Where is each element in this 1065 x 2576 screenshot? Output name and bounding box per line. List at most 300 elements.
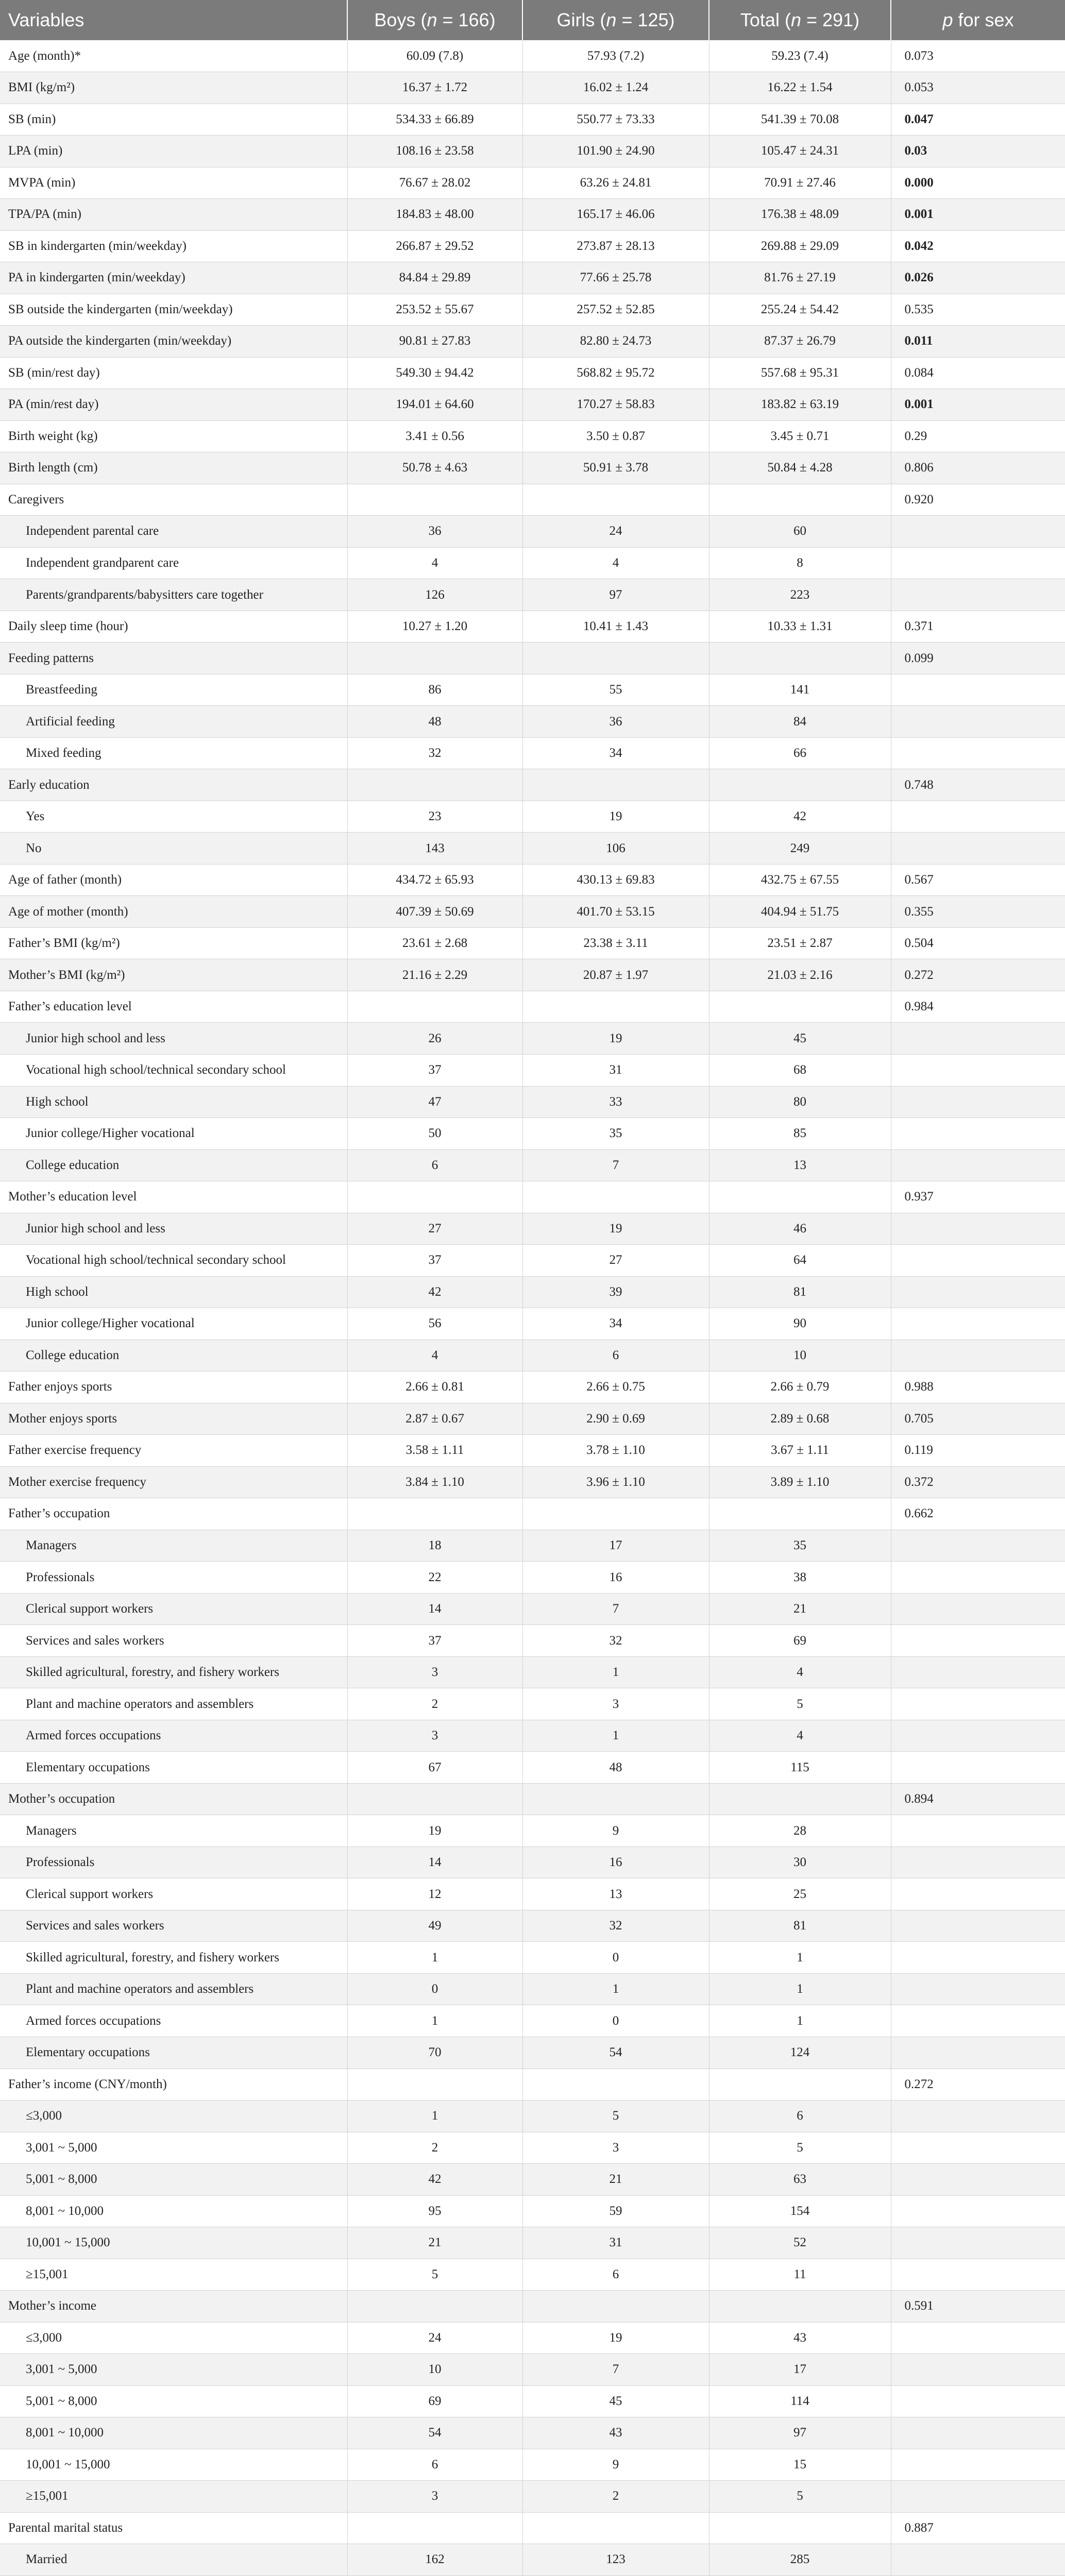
cell-p-value xyxy=(891,547,1065,579)
cell-p-value xyxy=(891,1530,1065,1562)
cell-boys: 3.84 ± 1.10 xyxy=(347,1466,522,1498)
cell-boys: 37 xyxy=(347,1245,522,1277)
cell-total: 25 xyxy=(709,1878,891,1910)
cell-girls: 123 xyxy=(522,2544,709,2576)
cell-p-value xyxy=(891,1752,1065,1784)
cell-boys: 23 xyxy=(347,801,522,833)
cell-total xyxy=(709,2069,891,2100)
header-girls-prefix: Girls ( xyxy=(556,9,606,30)
cell-boys: 42 xyxy=(347,2164,522,2196)
table-row xyxy=(0,1245,1065,1277)
cell-variable: Mother enjoys sports xyxy=(0,1403,347,1435)
cell-total: 97 xyxy=(709,2417,891,2449)
cell-total: 2.89 ± 0.68 xyxy=(709,1403,891,1435)
cell-boys: 3.58 ± 1.11 xyxy=(347,1435,522,1467)
table-row xyxy=(0,135,1065,167)
cell-p-value xyxy=(891,1055,1065,1087)
table-row xyxy=(0,1942,1065,1974)
cell-p-value: 0.748 xyxy=(891,769,1065,801)
cell-boys: 4 xyxy=(347,547,522,579)
cell-variable: High school xyxy=(0,1276,347,1308)
cell-boys: 76.67 ± 28.02 xyxy=(347,167,522,199)
table-row xyxy=(0,294,1065,326)
cell-girls: 19 xyxy=(522,1213,709,1245)
cell-variable: BMI (kg/m²) xyxy=(0,72,347,104)
cell-girls: 34 xyxy=(522,737,709,769)
cell-p-value xyxy=(891,579,1065,611)
cell-p-value: 0.272 xyxy=(891,959,1065,991)
cell-boys: 10 xyxy=(347,2354,522,2386)
cell-girls: 7 xyxy=(522,1593,709,1625)
cell-total xyxy=(709,769,891,801)
cell-p-value: 0.355 xyxy=(891,896,1065,928)
cell-variable: 3,001 ~ 5,000 xyxy=(0,2132,347,2164)
cell-girls: 16 xyxy=(522,1562,709,1594)
cell-total: 223 xyxy=(709,579,891,611)
cell-p-value xyxy=(891,2449,1065,2481)
cell-variable: Independent grandparent care xyxy=(0,547,347,579)
cell-total: 105.47 ± 24.31 xyxy=(709,135,891,167)
cell-total: 10.33 ± 1.31 xyxy=(709,611,891,642)
table-row xyxy=(0,1118,1065,1150)
cell-p-value xyxy=(891,1593,1065,1625)
cell-p-value xyxy=(891,2481,1065,2513)
cell-p-value xyxy=(891,1973,1065,2005)
cell-variable: Father’s education level xyxy=(0,991,347,1023)
cell-boys: 23.61 ± 2.68 xyxy=(347,927,522,959)
header-p-symbol: p xyxy=(942,9,953,30)
cell-total: 115 xyxy=(709,1752,891,1784)
table-row xyxy=(0,2481,1065,2513)
cell-variable: Father’s BMI (kg/m²) xyxy=(0,927,347,959)
cell-boys: 42 xyxy=(347,1276,522,1308)
cell-total: 80 xyxy=(709,1086,891,1118)
cell-variable: Mother’s occupation xyxy=(0,1783,347,1815)
cell-girls: 24 xyxy=(522,516,709,548)
cell-total: 35 xyxy=(709,1530,891,1562)
cell-girls: 43 xyxy=(522,2417,709,2449)
cell-total xyxy=(709,1498,891,1530)
cell-total: 17 xyxy=(709,2354,891,2386)
cell-boys: 6 xyxy=(347,1149,522,1181)
cell-p-value xyxy=(891,1118,1065,1150)
cell-boys xyxy=(347,1783,522,1815)
cell-variable: No xyxy=(0,833,347,865)
header-boys-n: n xyxy=(427,9,437,30)
cell-total: 30 xyxy=(709,1846,891,1878)
header-girls-suffix: = 125) xyxy=(616,9,675,30)
cell-variable: Vocational high school/technical secondary school xyxy=(0,1245,347,1277)
cell-variable: PA in kindergarten (min/weekday) xyxy=(0,262,347,294)
cell-boys: 2 xyxy=(347,2132,522,2164)
cell-girls: 7 xyxy=(522,1149,709,1181)
cell-boys: 6 xyxy=(347,2449,522,2481)
cell-boys: 26 xyxy=(347,1023,522,1055)
table-row xyxy=(0,1530,1065,1562)
cell-variable: MVPA (min) xyxy=(0,167,347,199)
cell-girls: 3.78 ± 1.10 xyxy=(522,1435,709,1467)
cell-boys: 2 xyxy=(347,1688,522,1720)
cell-p-value xyxy=(891,2544,1065,2576)
cell-boys: 54 xyxy=(347,2417,522,2449)
table-header xyxy=(0,0,1065,40)
cell-girls: 2.90 ± 0.69 xyxy=(522,1403,709,1435)
cell-total: 43 xyxy=(709,2322,891,2354)
cell-p-value xyxy=(891,2195,1065,2227)
cell-girls: 165.17 ± 46.06 xyxy=(522,199,709,231)
cell-total: 557.68 ± 95.31 xyxy=(709,357,891,389)
cell-p-value xyxy=(891,1720,1065,1752)
table-row xyxy=(0,1149,1065,1181)
cell-total: 21 xyxy=(709,1593,891,1625)
table-row xyxy=(0,737,1065,769)
cell-variable: Mother’s income xyxy=(0,2291,347,2323)
cell-total: 64 xyxy=(709,1245,891,1277)
table-row xyxy=(0,864,1065,896)
cell-total: 154 xyxy=(709,2195,891,2227)
cell-girls: 6 xyxy=(522,2259,709,2291)
cell-variable: Feeding patterns xyxy=(0,642,347,674)
cell-p-value xyxy=(891,2132,1065,2164)
table-row xyxy=(0,927,1065,959)
table-row xyxy=(0,2132,1065,2164)
cell-girls: 45 xyxy=(522,2385,709,2417)
cell-variable: Daily sleep time (hour) xyxy=(0,611,347,642)
cell-p-value xyxy=(891,1625,1065,1657)
cell-total: 16.22 ± 1.54 xyxy=(709,72,891,104)
cell-total: 81 xyxy=(709,1910,891,1942)
cell-boys: 12 xyxy=(347,1878,522,1910)
header-total-suffix: = 291) xyxy=(801,9,860,30)
cell-girls: 430.13 ± 69.83 xyxy=(522,864,709,896)
cell-boys: 60.09 (7.8) xyxy=(347,40,522,72)
table-row xyxy=(0,1910,1065,1942)
cell-boys xyxy=(347,642,522,674)
cell-boys: 36 xyxy=(347,516,522,548)
cell-p-value xyxy=(891,833,1065,865)
cell-girls: 170.27 ± 58.83 xyxy=(522,389,709,421)
cell-boys xyxy=(347,1181,522,1213)
cell-girls: 1 xyxy=(522,1720,709,1752)
cell-variable: Age of father (month) xyxy=(0,864,347,896)
cell-total: 28 xyxy=(709,1815,891,1847)
cell-p-value: 0.026 xyxy=(891,262,1065,294)
cell-variable: SB in kindergarten (min/weekday) xyxy=(0,230,347,262)
cell-girls: 97 xyxy=(522,579,709,611)
cell-variable: ≤3,000 xyxy=(0,2100,347,2132)
cell-boys xyxy=(347,2291,522,2323)
table-row xyxy=(0,642,1065,674)
cell-boys: 16.37 ± 1.72 xyxy=(347,72,522,104)
cell-variable: Age (month)* xyxy=(0,40,347,72)
cell-total: 3.89 ± 1.10 xyxy=(709,1466,891,1498)
cell-girls: 16 xyxy=(522,1846,709,1878)
cell-girls: 401.70 ± 53.15 xyxy=(522,896,709,928)
cell-variable: Father’s occupation xyxy=(0,1498,347,1530)
table-row xyxy=(0,547,1065,579)
table-row xyxy=(0,2100,1065,2132)
cell-total: 85 xyxy=(709,1118,891,1150)
cell-total: 3.45 ± 0.71 xyxy=(709,420,891,452)
cell-p-value: 0.887 xyxy=(891,2512,1065,2544)
table-row xyxy=(0,2449,1065,2481)
cell-total: 404.94 ± 51.75 xyxy=(709,896,891,928)
cell-boys: 1 xyxy=(347,2100,522,2132)
cell-boys: 50 xyxy=(347,1118,522,1150)
table-row xyxy=(0,420,1065,452)
table-row xyxy=(0,2259,1065,2291)
table-row xyxy=(0,2512,1065,2544)
cell-p-value xyxy=(891,1815,1065,1847)
cell-p-value: 0.567 xyxy=(891,864,1065,896)
cell-girls xyxy=(522,484,709,516)
table-row xyxy=(0,1625,1065,1657)
cell-girls: 3.50 ± 0.87 xyxy=(522,420,709,452)
cell-boys: 84.84 ± 29.89 xyxy=(347,262,522,294)
cell-variable: Caregivers xyxy=(0,484,347,516)
cell-total: 285 xyxy=(709,2544,891,2576)
table-row xyxy=(0,1846,1065,1878)
cell-p-value xyxy=(891,1276,1065,1308)
cell-p-value xyxy=(891,2100,1065,2132)
table-row xyxy=(0,1878,1065,1910)
table-row xyxy=(0,1023,1065,1055)
cell-total xyxy=(709,1783,891,1815)
table-row xyxy=(0,1815,1065,1847)
table-row xyxy=(0,72,1065,104)
table-row xyxy=(0,326,1065,358)
cell-total: 52 xyxy=(709,2227,891,2259)
cell-boys: 27 xyxy=(347,1213,522,1245)
cell-variable: Married xyxy=(0,2544,347,2576)
cell-girls: 82.80 ± 24.73 xyxy=(522,326,709,358)
table-row xyxy=(0,833,1065,865)
cell-boys xyxy=(347,484,522,516)
header-girls-n: n xyxy=(606,9,617,30)
table-row xyxy=(0,769,1065,801)
cell-variable: Services and sales workers xyxy=(0,1910,347,1942)
cell-boys: 56 xyxy=(347,1308,522,1340)
cell-p-value: 0.001 xyxy=(891,389,1065,421)
cell-girls: 273.87 ± 28.13 xyxy=(522,230,709,262)
cell-girls: 2.66 ± 0.75 xyxy=(522,1371,709,1403)
table-row xyxy=(0,1181,1065,1213)
cell-variable: Father enjoys sports xyxy=(0,1371,347,1403)
cell-total: 59.23 (7.4) xyxy=(709,40,891,72)
cell-girls: 77.66 ± 25.78 xyxy=(522,262,709,294)
cell-p-value xyxy=(891,737,1065,769)
cell-p-value xyxy=(891,1023,1065,1055)
cell-boys: 48 xyxy=(347,706,522,738)
table-row xyxy=(0,896,1065,928)
cell-boys: 21 xyxy=(347,2227,522,2259)
cell-p-value: 0.053 xyxy=(891,72,1065,104)
cell-girls: 257.52 ± 52.85 xyxy=(522,294,709,326)
cell-p-value: 0.806 xyxy=(891,452,1065,484)
cell-girls: 13 xyxy=(522,1878,709,1910)
cell-variable: 5,001 ~ 8,000 xyxy=(0,2385,347,2417)
cell-boys: 19 xyxy=(347,1815,522,1847)
cell-variable: SB outside the kindergarten (min/weekday) xyxy=(0,294,347,326)
cell-variable: Elementary occupations xyxy=(0,1752,347,1784)
table-row xyxy=(0,579,1065,611)
cell-p-value xyxy=(891,2417,1065,2449)
cell-total: 5 xyxy=(709,1688,891,1720)
cell-total: 4 xyxy=(709,1720,891,1752)
table-row xyxy=(0,104,1065,135)
cell-p-value: 0.073 xyxy=(891,40,1065,72)
cell-boys: 67 xyxy=(347,1752,522,1784)
table-row xyxy=(0,357,1065,389)
cell-girls: 48 xyxy=(522,1752,709,1784)
cell-girls: 550.77 ± 73.33 xyxy=(522,104,709,135)
cell-total: 2.66 ± 0.79 xyxy=(709,1371,891,1403)
cell-variable: Professionals xyxy=(0,1562,347,1594)
cell-total: 66 xyxy=(709,737,891,769)
cell-variable: Professionals xyxy=(0,1846,347,1878)
cell-p-value xyxy=(891,2005,1065,2037)
cell-p-value: 0.504 xyxy=(891,927,1065,959)
cell-variable: LPA (min) xyxy=(0,135,347,167)
table-row xyxy=(0,2195,1065,2227)
cell-variable: 5,001 ~ 8,000 xyxy=(0,2164,347,2196)
cell-variable: Breastfeeding xyxy=(0,674,347,706)
cell-boys: 14 xyxy=(347,1846,522,1878)
table-row xyxy=(0,1498,1065,1530)
cell-boys: 70 xyxy=(347,2037,522,2069)
cell-girls: 21 xyxy=(522,2164,709,2196)
cell-boys: 108.16 ± 23.58 xyxy=(347,135,522,167)
cell-variable: Father exercise frequency xyxy=(0,1435,347,1467)
cell-p-value: 0.371 xyxy=(891,611,1065,642)
table-row xyxy=(0,40,1065,72)
table-row xyxy=(0,1720,1065,1752)
cell-p-value xyxy=(891,2164,1065,2196)
cell-total: 114 xyxy=(709,2385,891,2417)
header-total-n: n xyxy=(790,9,801,30)
cell-girls: 35 xyxy=(522,1118,709,1150)
cell-p-value: 0.591 xyxy=(891,2291,1065,2323)
cell-boys: 3.41 ± 0.56 xyxy=(347,420,522,452)
cell-variable: Clerical support workers xyxy=(0,1878,347,1910)
cell-variable: Father’s income (CNY/month) xyxy=(0,2069,347,2100)
cell-total: 46 xyxy=(709,1213,891,1245)
cell-boys: 50.78 ± 4.63 xyxy=(347,452,522,484)
cell-p-value xyxy=(891,1942,1065,1974)
table-row xyxy=(0,1688,1065,1720)
cell-variable: Birth length (cm) xyxy=(0,452,347,484)
cell-girls: 33 xyxy=(522,1086,709,1118)
cell-girls: 55 xyxy=(522,674,709,706)
cell-girls: 32 xyxy=(522,1625,709,1657)
cell-boys: 18 xyxy=(347,1530,522,1562)
table-row xyxy=(0,2069,1065,2100)
cell-total: 87.37 ± 26.79 xyxy=(709,326,891,358)
cell-p-value xyxy=(891,1910,1065,1942)
cell-girls: 54 xyxy=(522,2037,709,2069)
cell-boys: 549.30 ± 94.42 xyxy=(347,357,522,389)
cell-variable: PA (min/rest day) xyxy=(0,389,347,421)
cell-boys: 3 xyxy=(347,1720,522,1752)
cell-variable: Clerical support workers xyxy=(0,1593,347,1625)
table-row xyxy=(0,991,1065,1023)
cell-girls xyxy=(522,2512,709,2544)
cell-girls: 39 xyxy=(522,1276,709,1308)
table-row xyxy=(0,2291,1065,2323)
cell-total: 269.88 ± 29.09 xyxy=(709,230,891,262)
cell-total: 70.91 ± 27.46 xyxy=(709,167,891,199)
table-row xyxy=(0,1466,1065,1498)
cell-girls: 3.96 ± 1.10 xyxy=(522,1466,709,1498)
cell-total: 541.39 ± 70.08 xyxy=(709,104,891,135)
table-row xyxy=(0,2544,1065,2576)
cell-variable: Early education xyxy=(0,769,347,801)
table-row xyxy=(0,2385,1065,2417)
cell-girls xyxy=(522,1181,709,1213)
cell-total: 1 xyxy=(709,1942,891,1974)
cell-variable: Services and sales workers xyxy=(0,1625,347,1657)
cell-total: 23.51 ± 2.87 xyxy=(709,927,891,959)
cell-girls: 9 xyxy=(522,1815,709,1847)
cell-variable: Mixed feeding xyxy=(0,737,347,769)
cell-girls: 4 xyxy=(522,547,709,579)
header-total xyxy=(709,0,891,40)
cell-boys: 95 xyxy=(347,2195,522,2227)
cell-total: 249 xyxy=(709,833,891,865)
cell-total: 1 xyxy=(709,1973,891,2005)
cell-boys: 2.87 ± 0.67 xyxy=(347,1403,522,1435)
cell-total: 68 xyxy=(709,1055,891,1087)
table-row xyxy=(0,2417,1065,2449)
cell-variable: ≥15,001 xyxy=(0,2259,347,2291)
table-row xyxy=(0,2037,1065,2069)
cell-p-value xyxy=(891,1308,1065,1340)
table-row xyxy=(0,1371,1065,1403)
cell-boys: 24 xyxy=(347,2322,522,2354)
cell-variable: Elementary occupations xyxy=(0,2037,347,2069)
cell-girls: 1 xyxy=(522,1973,709,2005)
header-variables xyxy=(0,0,347,40)
cell-total: 81.76 ± 27.19 xyxy=(709,262,891,294)
table-row xyxy=(0,1593,1065,1625)
cell-variable: Parental marital status xyxy=(0,2512,347,2544)
cell-total: 6 xyxy=(709,2100,891,2132)
cell-total: 4 xyxy=(709,1656,891,1688)
cell-total: 124 xyxy=(709,2037,891,2069)
table-row xyxy=(0,959,1065,991)
cell-boys: 253.52 ± 55.67 xyxy=(347,294,522,326)
cell-variable: Armed forces occupations xyxy=(0,1720,347,1752)
cell-p-value xyxy=(891,1086,1065,1118)
cell-boys xyxy=(347,1498,522,1530)
cell-p-value: 0.372 xyxy=(891,1466,1065,1498)
cell-boys: 2.66 ± 0.81 xyxy=(347,1371,522,1403)
cell-p-value xyxy=(891,1149,1065,1181)
table-row xyxy=(0,1435,1065,1467)
table-row xyxy=(0,706,1065,738)
cell-total: 176.38 ± 48.09 xyxy=(709,199,891,231)
cell-total: 11 xyxy=(709,2259,891,2291)
table-row xyxy=(0,1656,1065,1688)
cell-p-value xyxy=(891,2227,1065,2259)
cell-girls: 31 xyxy=(522,2227,709,2259)
cell-total: 15 xyxy=(709,2449,891,2481)
cell-variable: Birth weight (kg) xyxy=(0,420,347,452)
cell-boys: 90.81 ± 27.83 xyxy=(347,326,522,358)
header-boys-suffix: = 166) xyxy=(437,9,496,30)
cell-variable: PA outside the kindergarten (min/weekday) xyxy=(0,326,347,358)
cell-variable: 3,001 ~ 5,000 xyxy=(0,2354,347,2386)
